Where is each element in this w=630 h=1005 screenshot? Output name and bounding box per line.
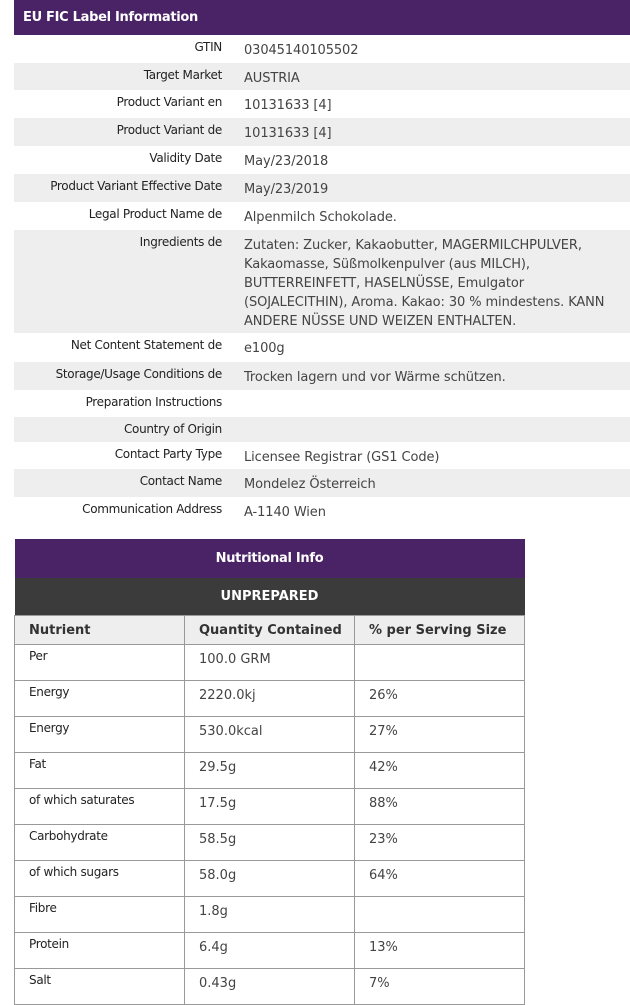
label-row [14, 174, 630, 202]
nutrition-row [15, 681, 525, 717]
label-row-value: e100g [244, 341, 285, 356]
nutrition-cell-quantity: 0.43g [185, 969, 355, 1005]
nutrition-cell-percent: 64% [355, 861, 525, 897]
label-row-value: Zutaten: Zucker, Kakaobutter, MAGERMILCHPULVER, Kakaomasse, Süßmolkenpulver (aus MILCH), BUTTERREINFETT, HASELNÜSSE, Emulgator (SOJALECITHIN), Aroma. Kakao: 30 % mindestens. KANN ANDERE NÜSSE UND WEIZEN ENTHALTEN. [244, 238, 605, 329]
nutrition-cell-percent: 7% [355, 969, 525, 1005]
label-row [14, 63, 630, 90]
column-header-percent: % per Serving Size [355, 616, 525, 645]
nutrition-cell-nutrient: Carbohydrate [15, 825, 185, 861]
label-row-label: Product Variant Effective Date [50, 179, 222, 193]
nutrition-row [15, 645, 525, 681]
nutrition-cell-nutrient: Energy [15, 717, 185, 753]
nutrition-rows [15, 645, 525, 1005]
nutrition-cell-nutrient: Energy [15, 681, 185, 717]
nutrition-row [15, 753, 525, 789]
label-row-value: Licensee Registrar (GS1 Code) [244, 450, 440, 465]
nutrition-cell-percent [355, 645, 525, 681]
label-row-value: Trocken lagern und vor Wärme schützen. [244, 370, 506, 385]
nutrition-cell-quantity: 6.4g [185, 933, 355, 969]
label-row-label: Communication Address [82, 502, 222, 516]
nutrition-cell-quantity: 530.0kcal [185, 717, 355, 753]
label-row-value: May/23/2019 [244, 182, 329, 197]
nutrition-cell-nutrient: of which saturates [15, 789, 185, 825]
label-row-label: Country of Origin [123, 422, 222, 436]
nutrition-row [15, 825, 525, 861]
column-header-nutrient: Nutrient [15, 616, 185, 645]
label-row [14, 469, 630, 497]
label-row-label: Storage/Usage Conditions de [55, 367, 222, 381]
nutrition-row [15, 969, 525, 1005]
label-row-value: May/23/2018 [244, 154, 329, 169]
label-row-label: Validity Date [149, 151, 222, 165]
label-row-value: 10131633 [4] [244, 126, 332, 141]
nutrition-cell-percent: 27% [355, 717, 525, 753]
label-row [14, 202, 630, 230]
label-info-rows [14, 35, 630, 524]
nutrition-cell-quantity: 100.0 GRM [185, 645, 355, 681]
nutrition-cell-quantity: 29.5g [185, 753, 355, 789]
nutrition-cell-quantity: 17.5g [185, 789, 355, 825]
nutrition-cell-nutrient: of which sugars [15, 861, 185, 897]
label-row-label: Preparation Instructions [85, 395, 222, 409]
nutrition-cell-nutrient: Protein [15, 933, 185, 969]
label-row [14, 90, 630, 118]
label-row [14, 497, 630, 524]
nutrition-subtitle: UNPREPARED [15, 578, 525, 616]
label-row-label: GTIN [194, 40, 222, 54]
nutrition-cell-percent: 42% [355, 753, 525, 789]
label-row [14, 118, 630, 146]
label-row-label: Product Variant de [116, 123, 222, 137]
nutrition-cell-percent: 13% [355, 933, 525, 969]
label-row-label: Ingredients de [139, 235, 222, 249]
nutrition-cell-nutrient: Fat [15, 753, 185, 789]
label-row-label: Net Content Statement de [70, 338, 222, 352]
nutrition-row [15, 933, 525, 969]
nutrition-cell-quantity: 58.0g [185, 861, 355, 897]
label-row-label: Product Variant en [116, 95, 222, 109]
label-row [14, 146, 630, 174]
nutrition-title: Nutritional Info [15, 539, 525, 578]
label-row-value: 10131633 [4] [244, 98, 332, 113]
nutrition-cell-nutrient: Per [15, 645, 185, 681]
nutrition-row [15, 897, 525, 933]
label-row [14, 35, 630, 63]
label-row [14, 333, 630, 362]
nutrition-cell-percent: 26% [355, 681, 525, 717]
column-header-quantity: Quantity Contained [185, 616, 355, 645]
nutrition-cell-quantity: 1.8g [185, 897, 355, 933]
nutrition-cell-nutrient: Salt [15, 969, 185, 1005]
label-info-header: EU FIC Label Information [14, 0, 630, 35]
label-info-panel [14, 0, 630, 524]
label-row-value: A-1140 Wien [244, 505, 326, 520]
nutrition-cell-percent [355, 897, 525, 933]
label-row-label: Target Market [143, 68, 222, 82]
nutrition-cell-percent: 88% [355, 789, 525, 825]
label-row-value [244, 390, 628, 417]
nutrition-table [14, 539, 525, 1005]
nutrition-row [15, 789, 525, 825]
nutrition-row [15, 717, 525, 753]
nutrition-cell-quantity: 58.5g [185, 825, 355, 861]
label-row-label: Contact Name [139, 474, 222, 488]
label-row-value: 03045140105502 [244, 43, 359, 58]
label-row-value [244, 417, 628, 442]
label-row-value: Mondelez Österreich [244, 477, 376, 492]
label-row [14, 390, 630, 417]
label-row-label: Legal Product Name de [88, 207, 222, 221]
label-row [14, 362, 630, 390]
nutrition-row [15, 861, 525, 897]
nutrition-cell-nutrient: Fibre [15, 897, 185, 933]
label-row-value: AUSTRIA [244, 71, 300, 86]
label-row-value: Alpenmilch Schokolade. [244, 210, 397, 225]
label-row [14, 417, 630, 442]
label-row [14, 442, 630, 469]
nutrition-cell-percent: 23% [355, 825, 525, 861]
label-row [14, 230, 630, 333]
nutrition-cell-quantity: 2220.0kj [185, 681, 355, 717]
label-row-label: Contact Party Type [114, 447, 222, 461]
